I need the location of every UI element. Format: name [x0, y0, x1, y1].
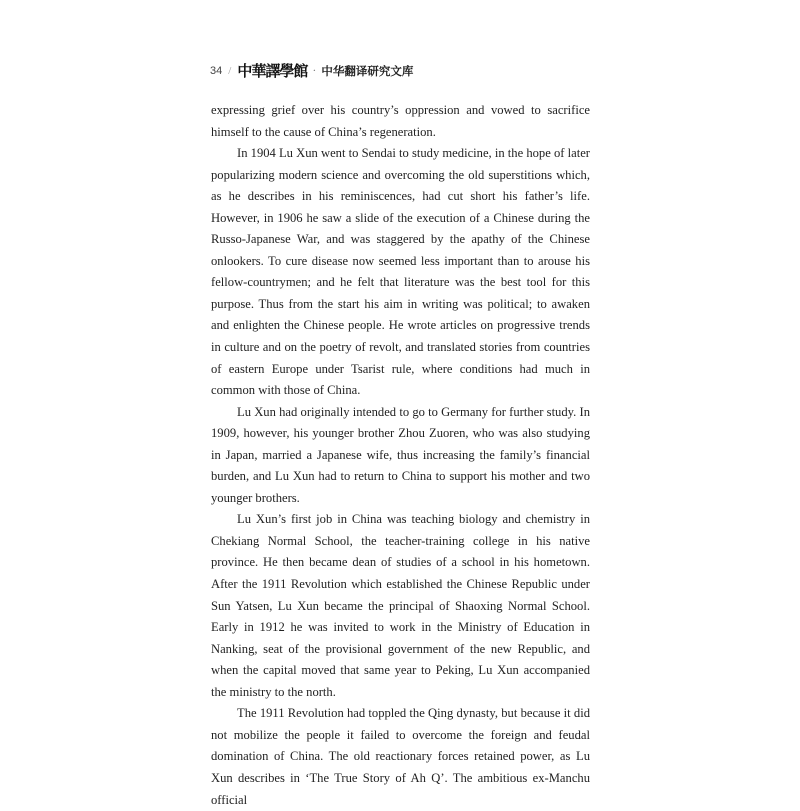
paragraph: expressing grief over his country’s oppression and vowed to sacrifice himself to the cause of China’s regeneration.: [211, 103, 590, 139]
paragraph: In 1904 Lu Xun went to Sendai to study medicine, in the hope of later popularizing modern science and overcoming the old superstitions which, as he describes in his reminiscences, had cut short his father’s life. However, in 1906 he saw a slide of the execution of a Chinese during the Russo-Japanese War, and was staggered by the apathy of the Chinese onlookers. To cure disease now seemed less important than to arouse his fellow-countrymen; and he felt that literature was the best tool for this purpose. Thus from the start his aim in writing was political; to awaken and enlighten the Chinese people. He wrote articles on progressive trends in culture and on the poetry of revolt, and translated stories from countries of eastern Europe under Tsarist rule, where conditions had much in common with those of China.: [211, 146, 590, 398]
paragraph: Lu Xun’s first job in China was teaching biology and chemistry in Chekiang Normal School, the teacher-training college in his native province. He then became dean of studies of a school in his hometown. After the 1911 Revolution which established the Chinese Republic under Sun Yatsen, Lu Xun became the principal of Shaoxing Normal School. Early in 1912 he was invited to work in the Ministry of Education in Nanking, seat of the provisional government of the new Republic, and when the capital moved that same year to Peking, Lu Xun accompanied the ministry to the north.: [211, 512, 590, 699]
header-dot: ·: [312, 63, 317, 77]
paragraph: Lu Xun had originally intended to go to Germany for further study. In 1909, however, his younger brother Zhou Zuoren, who was also studying in Japan, married a Japanese wife, thus increasing the family’s financial burden, and Lu Xun had to return to China to support his mother and two younger brothers.: [211, 404, 590, 505]
page-number: 34: [210, 64, 223, 77]
series-title: 中华翻译研究文库: [321, 65, 414, 78]
publisher-logo: 中華譯學館: [237, 62, 308, 80]
running-header: [210, 60, 413, 81]
page-body: [211, 100, 590, 811]
paragraph: The 1911 Revolution had toppled the Qing dynasty, but because it did not mobilize the people it failed to overcome the foreign and feudal domination of China. The old reactionary forces retained power, as Lu Xun describes in ‘The True Story of Ah Q’. The ambitious ex-Manchu official: [211, 706, 590, 807]
header-separator: /: [228, 64, 232, 77]
